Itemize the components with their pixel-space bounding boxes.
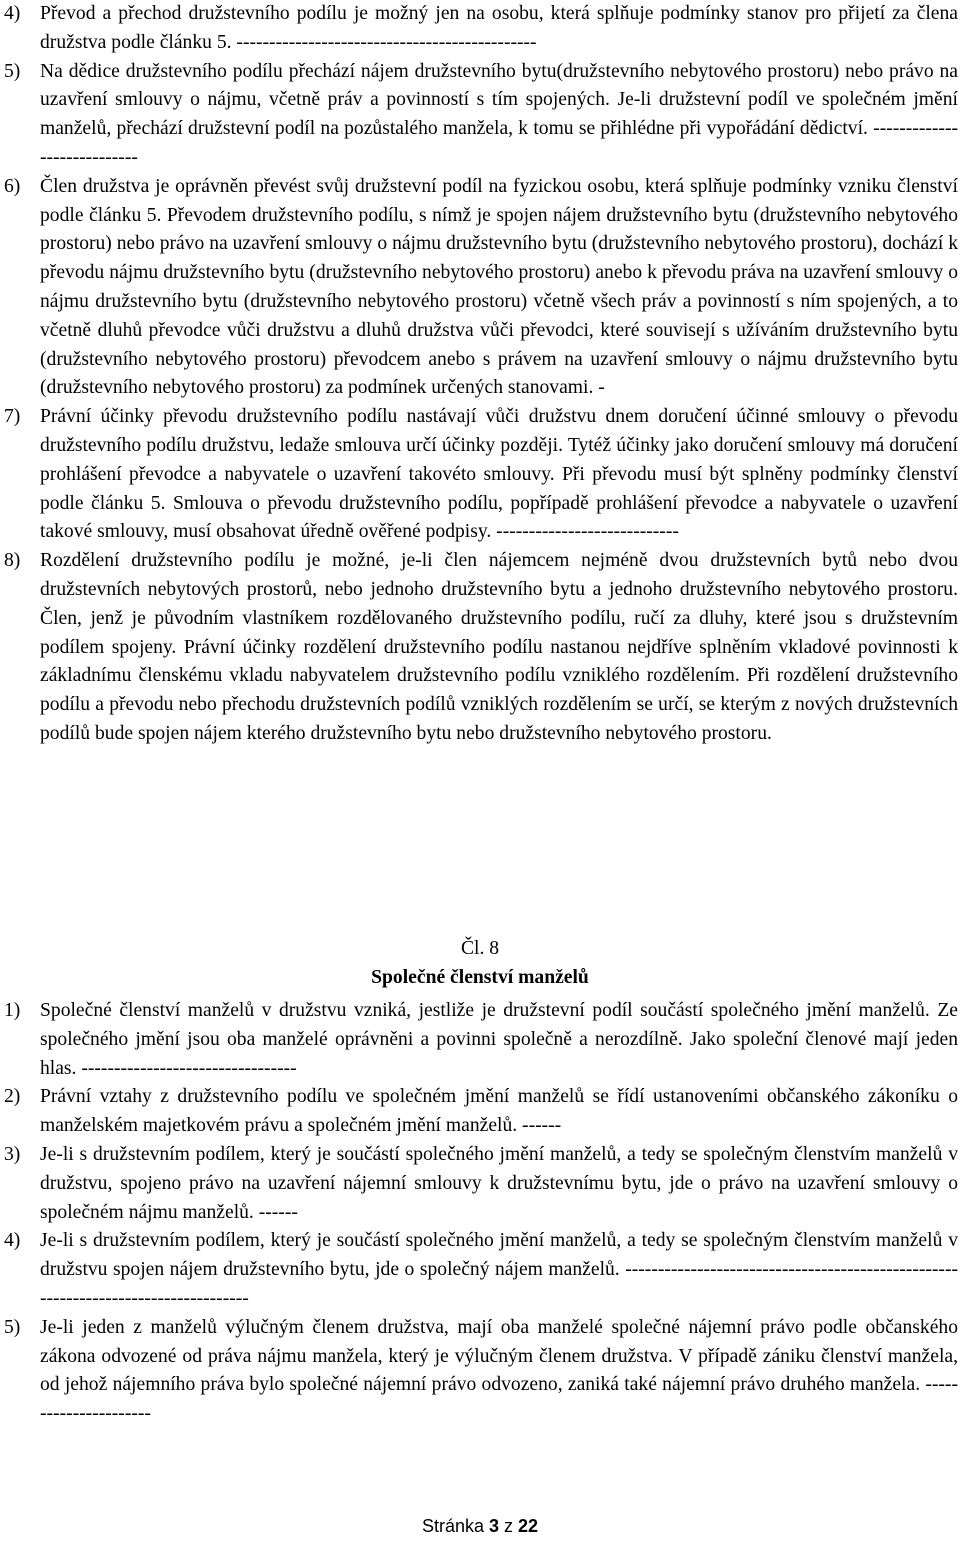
- item-number: 4): [4, 1230, 21, 1252]
- list-item-3: [0, 1141, 960, 1227]
- list-item-5: [0, 1314, 960, 1429]
- item-text: Společné členství manželů v družstvu vzniká, jestliže je družstevní podíl součástí společného jmění manželů. Ze společného jmění jsou oba manželé oprávněni a povinni společně a nerozdílně. Jako společní členové mají jeden hlas. ---------------------------------: [40, 1000, 958, 1079]
- item-number: 5): [4, 1316, 21, 1338]
- item-number: 6): [4, 175, 21, 197]
- item-text: Je-li s družstevním podílem, který je součástí společného jmění manželů, a tedy se společným členstvím manželů v družstvu spojen nájem družstevního bytu, jde o společný nájem manželů. -----------------------------------------------------------------------------------: [40, 1230, 958, 1309]
- page-label: Stránka: [421, 1516, 489, 1536]
- item-number: 2): [4, 1086, 21, 1108]
- list-item-7: [0, 403, 960, 547]
- item-text: Právní vztahy z družstevního podílu ve společném jmění manželů se řídí ustanoveními občanského zákoníku o manželském majetkovém právu a společném jmění manželů. ------: [40, 1086, 958, 1137]
- item-number: 1): [4, 1000, 21, 1021]
- current-page-number: 3: [488, 1516, 499, 1536]
- list-item-4: [0, 1227, 960, 1313]
- item-text: Rozdělení družstevního podílu je možné, je-li člen nájemcem nejméně dvou družstevních bytů nebo dvou družstevních nebytových prostorů, nebo jednoho družstevního bytu a jednoho družstevního nebytového prostoru. Člen, jenž je původním vlastníkem rozdělovaného družstevního podílu, ručí za dluhy, které jsou s družstevním podílem spojeny. Právní účinky rozdělení družstevního podílu nastanou nejdříve splněním vkladové povinnosti k základnímu členskému vkladu nabyvatelem družstevního podílu vzniklého rozdělením. Při rozdělení družstevního podílu a převodu nebo přechodu družstevních podílů vzniklých rozdělením se určí, se kterým z nových družstevních podílů bude spojen nájem kterého družstevního bytu nebo družstevního nebytového prostoru.: [40, 550, 958, 744]
- item-text: Člen družstva je oprávněn převést svůj družstevní podíl na fyzickou osobu, která splňuje podmínky vzniku členství podle článku 5. Převodem družstevního podílu, s nímž je spojen nájem družstevního bytu (družstevního nebytového prostoru) nebo právo na uzavření smlouvy o nájmu družstevního bytu (družstevního nebytového prostoru), dochází k převodu nájmu družstevního bytu (družstevního nebytového prostoru) anebo k převodu práva na uzavření smlouvy o nájmu družstevního bytu (družstevního nebytového prostoru) včetně všech práv a povinností s ním spojených, a to včetně dluhů převodce vůči družstvu a dluhů družstva vůči převodci, které souvisejí s užíváním družstevního bytu (družstevního nebytového prostoru) převodcem anebo s právem na uzavření smlouvy o nájmu družstevního bytu (družstevního nebytového prostoru) za podmínek určených stanovami. -: [40, 175, 958, 399]
- item-number: 7): [4, 406, 21, 428]
- item-text: Je-li jeden z manželů výlučným členem družstva, mají oba manželé společné nájemní právo podle občanského zákona odvozené od práva nájmu manžela, který je výlučným členem družstva. V případě zániku členství manžela, od jehož nájemního práva bylo společné nájemní právo odvozeno, zaniká také nájemní právo druhého manžela. ----------------------: [40, 1316, 958, 1425]
- item-text: Je-li s družstevním podílem, který je součástí společného jmění manželů, a tedy se společným členstvím manželů v družstvu, spojeno právo na uzavření nájemní smlouvy k družstevnímu bytu, jde o právo na uzavření smlouvy o společném nájmu manželů. ------: [40, 1143, 958, 1223]
- article-7-list: [0, 0, 960, 749]
- item-number: 5): [4, 60, 21, 82]
- list-item-6: [0, 173, 960, 403]
- article-title: Společné členství manželů: [371, 967, 589, 988]
- list-item-1: [0, 997, 960, 1083]
- item-text: Na dědice družstevního podílu přechází nájem družstevního bytu(družstevního nebytového prostoru) nebo právo na uzavření smlouvy o nájmu, včetně práv a povinností s tím spojených. Je-li družstevní podíl ve společném jmění manželů, přechází družstevní podíl na pozůstalého manžela, k tomu se přihlédne při vypořádání dědictví. ----------------------------: [40, 60, 958, 168]
- list-item-2: [0, 1083, 960, 1141]
- page-footer: [0, 1516, 960, 1537]
- list-item-4: [0, 0, 960, 58]
- article-number: Čl. 8: [460, 938, 500, 959]
- item-number: 4): [4, 3, 21, 24]
- page-separator: z: [499, 1516, 519, 1536]
- item-text: Právní účinky převodu družstevního podílu nastávají vůči družstvu dnem doručení účinné smlouvy o převodu družstevního podílu družstvu, ledaže smlouva určí účinky později. Tytéž účinky jako doručení smlouvy má doručení prohlášení převodce a nabyvatele o uzavření takovéto smlouvy. Při převodu musí být splněny podmínky členství podle článku 5. Smlouva o převodu družstevního podílu, popřípadě prohlášení převodce a nabyvatele o uzavření takové smlouvy, musí obsahovat úředně ověřené podpisy. ----------------------------: [40, 406, 958, 543]
- item-number: 8): [4, 550, 21, 572]
- item-number: 3): [4, 1143, 21, 1165]
- total-pages-number: 22: [518, 1516, 539, 1536]
- list-item-5: [0, 58, 960, 173]
- list-item-8: [0, 547, 960, 749]
- article-8-list: [0, 997, 960, 1429]
- item-text: Převod a přechod družstevního podílu je možný jen na osobu, která splňuje podmínky stanov pro přijetí za člena družstva podle článku 5. ----------------------------------------------: [40, 3, 958, 53]
